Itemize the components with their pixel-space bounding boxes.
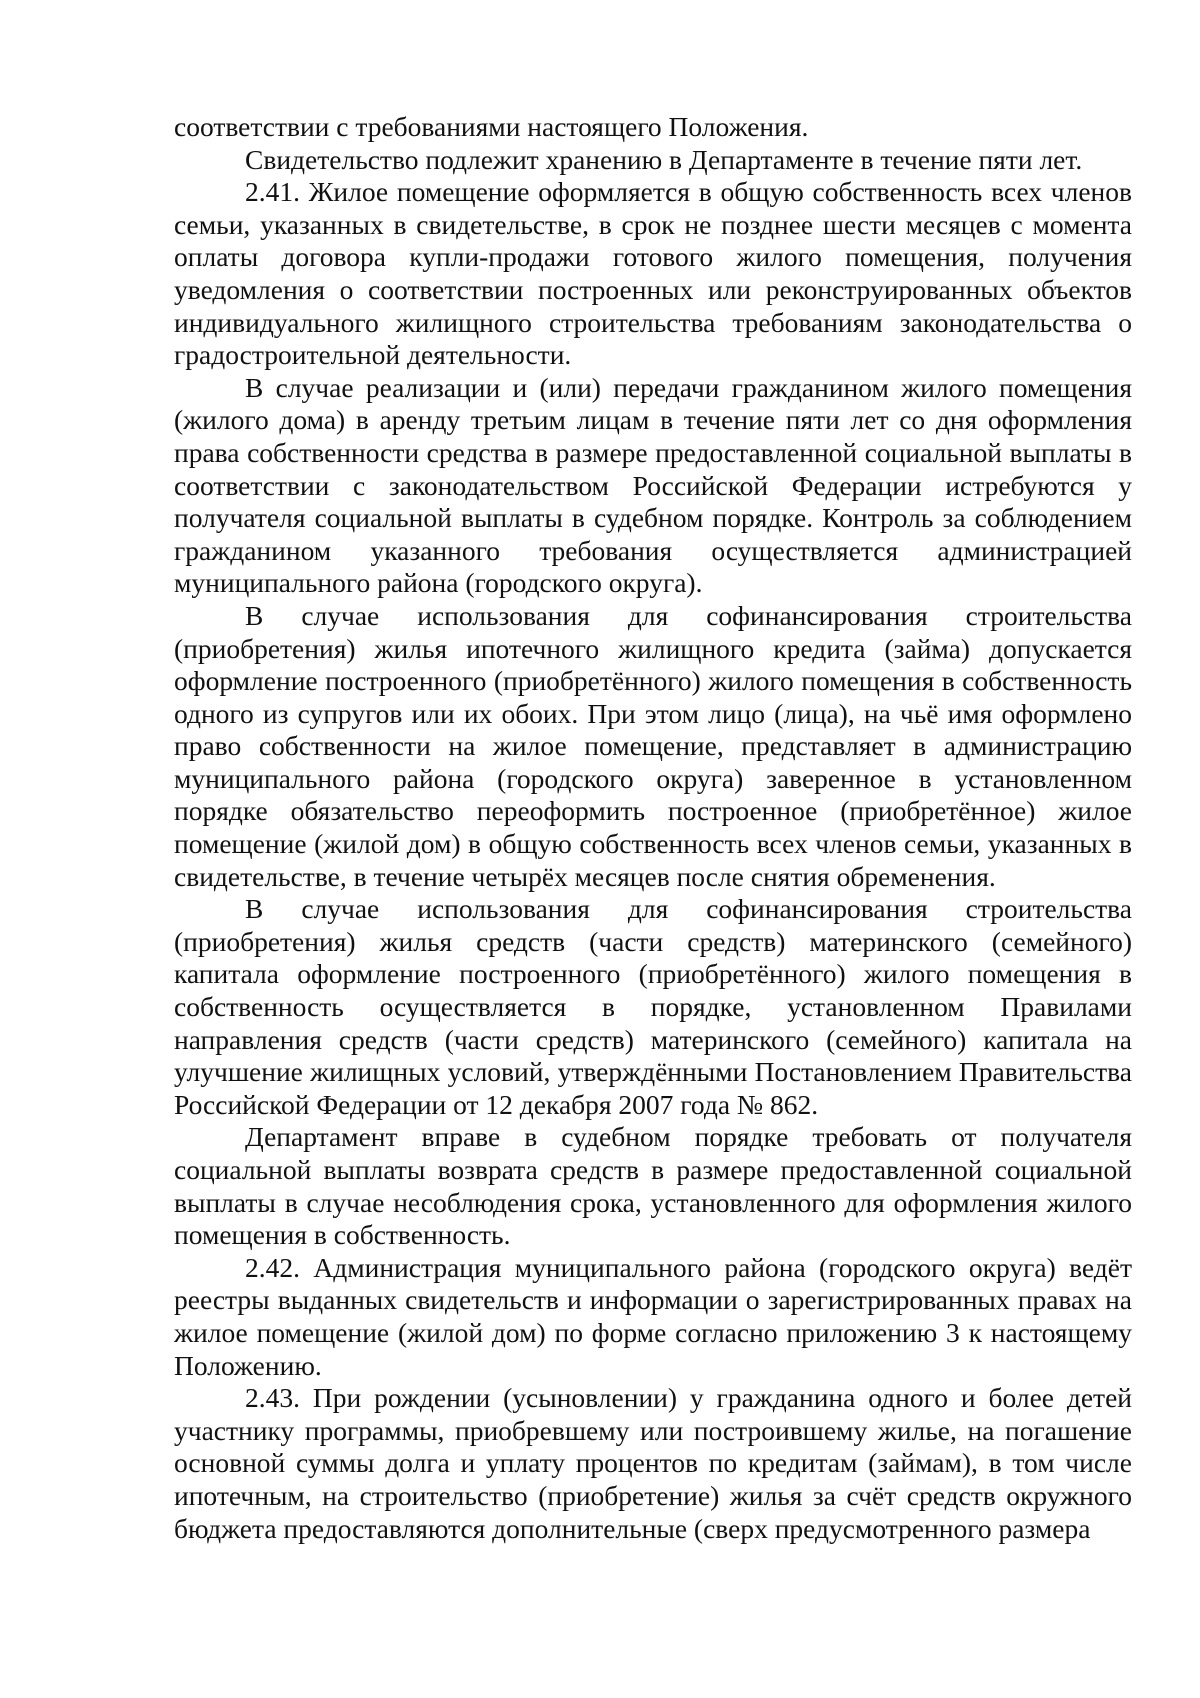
paragraph-department-claim: Департамент вправе в судебном порядке требовать от получателя социальной выплаты возврата средств в размере предоставленной социальной выплаты в случае несоблюдения срока, установленного для оформления жилого помещения в собственность. — [174, 1121, 1132, 1251]
paragraph-2-42: 2.42. Администрация муниципального района (городского округа) ведёт реестры выданных свидетельств и информации о зарегистрированных правах на жилое помещение (жилой дом) по форме согласно приложению 3 к настоящему Положению. — [174, 1251, 1132, 1381]
paragraph-sale-lease: В случае реализации и (или) передачи гражданином жилого помещения (жилого дома) в аренду третьим лицам в течение пяти лет со дня оформления права собственности средства в размере предоставленной социальной выплаты в соответствии с законодательством Российской Федерации истребуются у получателя социальной выплаты в судебном порядке. Контроль за соблюдением гражданином указанного требования осуществляется администрацией муниципального района (городского округа). — [174, 371, 1132, 599]
paragraph-continuation: соответствии с требованиями настоящего Положения. — [174, 111, 809, 142]
paragraph-2-43: 2.43. При рождении (усыновлении) у гражданина одного и более детей участнику программы, приобревшему или построившему жилье, на погашение основной суммы долга и уплату процентов по кредитам (займам), в том числе ипотечным, на строительство (приобретение) жилья за счёт средств окружного бюджета предоставляются дополнительные (сверх предусмотренного размера — [174, 1382, 1132, 1544]
paragraph-2-41: 2.41. Жилое помещение оформляется в общую собственность всех членов семьи, указанных в свидетельстве, в срок не позднее шести месяцев с момента оплаты договора купли-продажи готового жилого помещения, получения уведомления о соответствии построенных или реконструированных объектов индивидуального жилищного строительства требованиям законодательства о градостроительной деятельности. — [174, 176, 1132, 371]
paragraph-certificate-storage: Свидетельство подлежит хранению в Департаменте в течение пяти лет. — [245, 143, 1083, 175]
paragraph-maternity-capital: В случае использования для софинансирования строительства (приобретения) жилья средств (части средств) материнского (семейного) капитала оформление построенного (приобретённого) жилого помещения в собственность осуществляется в порядке, установленном Правилами направления средств (части средств) материнского (семейного) капитала на улучшение жилищных условий, утверждёнными Постановлением Правительства Российской Федерации от 12 декабря 2007 года № 862. — [174, 893, 1132, 1120]
paragraph-mortgage: В случае использования для софинансирования строительства (приобретения) жилья ипотечного жилищного кредита (займа) допускается оформление построенного (приобретённого) жилого помещения в собственность одного из супругов или их обоих. При этом лицо (лица), на чьё имя оформлено право собственности на жилое помещение, представляет в администрацию муниципального района (городского округа) заверенное в установленном порядке обязательство переоформить построенное (приобретённое) жилое помещение (жилой дом) в общую собственность всех членов семьи, указанных в свидетельстве, в течение четырёх месяцев после снятия обременения. — [174, 599, 1132, 892]
document-page — [174, 111, 1132, 1545]
